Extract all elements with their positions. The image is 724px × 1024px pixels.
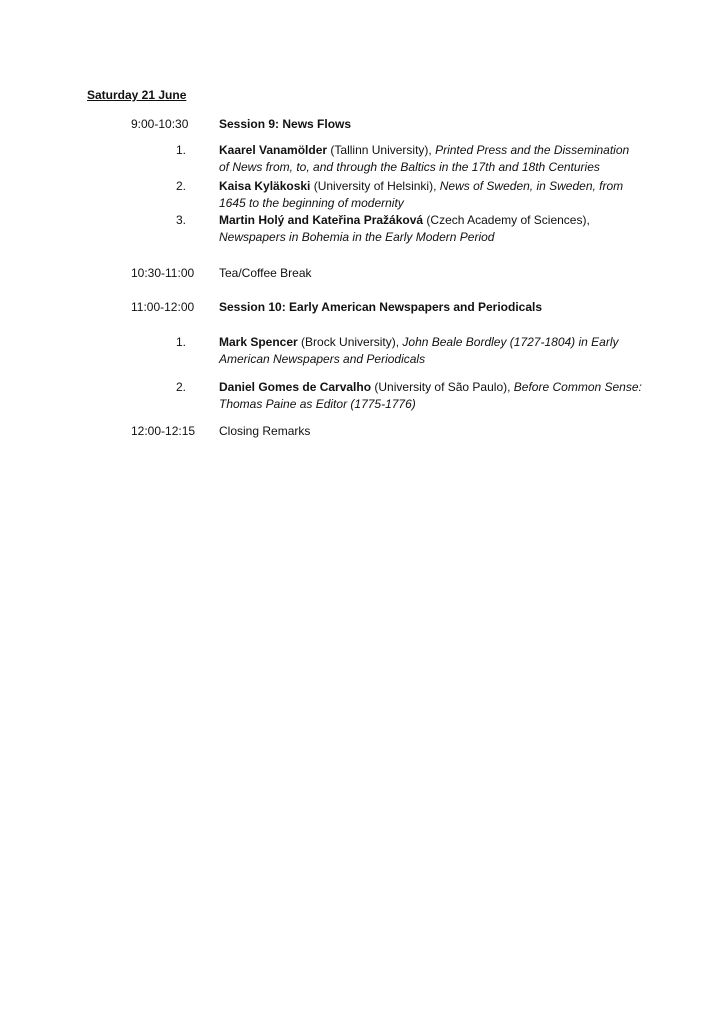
speaker-name: Kaisa Kyläkoski xyxy=(219,179,311,193)
paper-title: News of Sweden, in Sweden, from xyxy=(439,179,624,193)
paper-entry xyxy=(219,212,639,246)
paper-entry xyxy=(219,379,642,413)
slot-time: 10:30-11:00 xyxy=(131,266,195,280)
session-title: Session 10: Early American Newspapers and Periodicals xyxy=(219,300,543,314)
paper-title-continued: 1645 to the beginning of modernity xyxy=(219,196,404,210)
paper-entry xyxy=(219,334,639,368)
speaker-name: Mark Spencer xyxy=(219,335,298,349)
paper-title: Before Common Sense: xyxy=(513,380,642,394)
speaker-affiliation: (University of Helsinki), xyxy=(310,179,440,193)
session-title: Session 9: News Flows xyxy=(219,117,352,131)
paper-number: 2. xyxy=(176,179,187,193)
paper-title: Newspapers in Bohemia in the Early Modern Period xyxy=(219,230,495,244)
paper-number: 1. xyxy=(176,335,187,349)
paper-entry xyxy=(219,142,639,176)
slot-title: Tea/Coffee Break xyxy=(219,266,312,280)
paper-number: 1. xyxy=(176,143,187,157)
day-heading: Saturday 21 June xyxy=(87,88,187,102)
slot-time: 11:00-12:00 xyxy=(131,300,195,314)
paper-title: Printed Press and the Dissemination xyxy=(435,143,630,157)
speaker-affiliation: (Czech Academy of Sciences), xyxy=(423,213,590,227)
paper-number: 2. xyxy=(176,380,187,394)
speaker-affiliation: (University of São Paulo), xyxy=(371,380,514,394)
slot-time: 12:00-12:15 xyxy=(131,424,196,438)
paper-entry xyxy=(219,178,639,212)
speaker-name: Martin Holý and Kateřina Pražáková xyxy=(219,213,424,227)
paper-title-continued: American Newspapers and Periodicals xyxy=(219,352,426,366)
paper-title-continued: of News from, to, and through the Baltics in the 17th and 18th Centuries xyxy=(219,160,600,174)
speaker-name: Daniel Gomes de Carvalho xyxy=(219,380,372,394)
speaker-affiliation: (Tallinn University), xyxy=(327,143,436,157)
slot-title: Closing Remarks xyxy=(219,424,311,438)
slot-time: 9:00-10:30 xyxy=(131,117,189,131)
paper-title-continued: Thomas Paine as Editor (1775-1776) xyxy=(219,397,416,411)
speaker-name: Kaarel Vanamölder xyxy=(219,143,328,157)
speaker-affiliation: (Brock University), xyxy=(297,335,403,349)
paper-title: John Beale Bordley (1727-1804) in Early xyxy=(402,335,619,349)
paper-number: 3. xyxy=(176,213,187,227)
